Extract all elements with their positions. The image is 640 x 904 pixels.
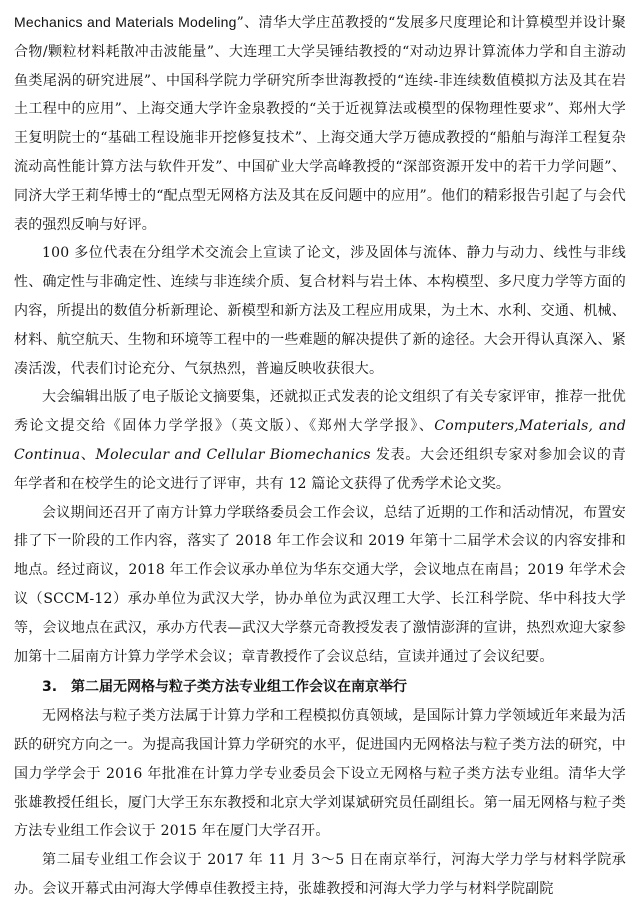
paragraph-sessions: 100 多位代表在分组学术交流会上宣读了论文，涉及固体与流体、静力与动力、线性与非线性、确定性与非确定性、连续与非连续介质、复合材料与岩土体、本构模型、多尺度力学等方面的内容，所提出的数值分析新理论、新模型和新方法及工程应用成果，为土木、水利、交通、机械、材料、航空航天、生物和环境等工程中的一些难题的解决提供了新的途径。大会开得认真深入、紧凑活泼，代表们讨论充分、气氛热烈，普遍反映收获很大。 — [14, 245, 626, 377]
paragraph-committee-meeting: 会议期间还召开了南方计算力学联络委员会工作会议，总结了近期的工作和活动情况，布置安排了下一阶段的工作内容，落实了 2018 年工作会议和 2019 年第十二届学术会议的内容安排和地点。经过商议，2018 年工作会议承办单位为华东交通大学，会议地点在南昌；2019 年学术会议（SCCM-12）承办单位为武汉大学，协办单位为武汉理工大学、长江科学院、华中科技大学等，会议地点在武汉，承办方代表—武汉大学蔡元奇教授发表了激情澎湃的宣讲，热烈欢迎大家参加第十二届南方计算力学学术会议；章青教授作了会议总结，宣读并通过了会议纪要。 — [14, 504, 626, 665]
paragraph-text: 大会编辑出版了电子版论文摘要集，还就拟正式发表的论文组织了有关专家评审，推荐一批优秀论文提交给《固体力学学报》（英文版）、《郑州大学学报》、 — [14, 389, 626, 435]
journal-name: Computers,Materials, and Continua — [14, 418, 626, 463]
paragraph-text: 发表。大会还组织专家对参加会议的青年学者和在校学生的论文进行了评审，共有 12 篇论文获得了优秀学术论文奖。 — [14, 446, 626, 492]
paragraph-speakers — [14, 8, 626, 239]
paragraph-proceedings — [14, 383, 626, 498]
separator: 、 — [80, 446, 96, 463]
journal-name: Molecular and Cellular Biomechanics — [95, 446, 371, 463]
paragraph-lead-term: Mechanics and Materials Modeling — [14, 14, 237, 30]
section-heading: 3. 第二届无网格与粒子类方法专业组工作会议在南京举行 — [42, 679, 408, 696]
paragraph-second-meeting: 第二届专业组工作会议于 2017 年 11 月 3～5 日在南京举行，河海大学力学与材料学院承办。会议开幕式由河海大学傅卓佳教授主持，张雄教授和河海大学力学与材料学院副院 — [14, 852, 626, 897]
paragraph-text: ”、清华大学庄茁教授的“发展多尺度理论和计算模型并设计聚合物/颗粒材料耗散冲击波能量”、大连理工大学吴锤结教授的“对动边界计算流体力学和自主游动鱼类尾涡的研究进展”、中国科学院力学研究所李世海教授的“连续-非连续数值模拟方法及其在岩土工程中的应用”、上海交通大学许金泉教授的“关于近视算法或模型的保物理性要求”、郑州大学王复明院士的“基础工程设施非开挖修复技术”、上海交通大学万德成教授的“船舶与海洋工程复杂流动高性能计算方法与软件开发”、中国矿业大学高峰教授的“深部资源开发中的若干力学问题”、同济大学王莉华博士的“配点型无网格方法及其在反问题中的应用”。他们的精彩报告引起了与会代表的强烈反响与好评。 — [14, 15, 627, 233]
paragraph-meshless-intro: 无网格法与粒子类方法属于计算力学和工程模拟仿真领域，是国际计算力学领域近年来最为活跃的研究方向之一。为提高我国计算力学研究的水平，促进国内无网格法与粒子类方法的研究，中国力学学会于 2016 年批准在计算力学专业委员会下设立无网格与粒子类方法专业组。清华大学张雄教授任组长，厦门大学王东东教授和北京大学刘谋斌研究员任副组长。第一届无网格与粒子类方法专业组工作会议于 2015 年在厦门大学召开。 — [14, 708, 626, 840]
